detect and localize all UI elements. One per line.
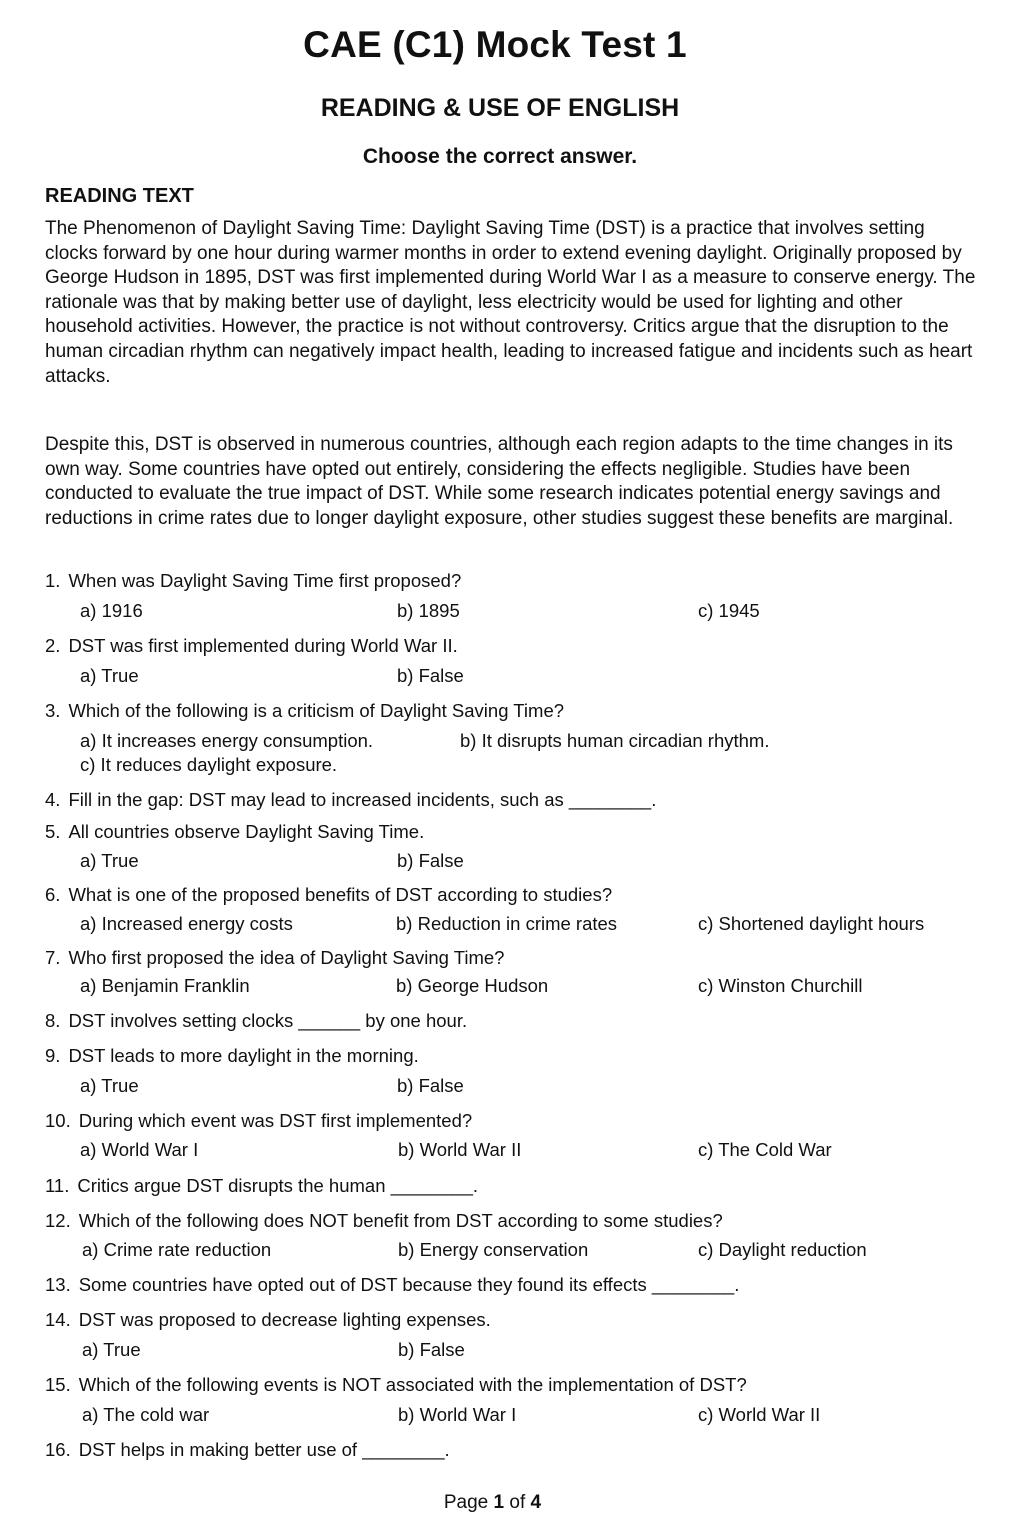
question-number: 10. bbox=[45, 1110, 71, 1131]
question-number: 13. bbox=[45, 1274, 71, 1295]
page-current: 1 bbox=[493, 1492, 505, 1513]
question bbox=[45, 1175, 1005, 1197]
question bbox=[45, 1309, 1005, 1331]
answer-option[interactable]: c) Winston Churchill bbox=[698, 975, 863, 996]
question-text: Critics argue DST disrupts the human ________. bbox=[77, 1175, 479, 1196]
answer-option[interactable]: a) True bbox=[82, 1339, 141, 1360]
answer-option[interactable]: b) World War I bbox=[398, 1404, 517, 1425]
question-number: 14. bbox=[45, 1309, 71, 1330]
answer-option[interactable]: a) 1916 bbox=[80, 600, 143, 621]
question bbox=[45, 1374, 1005, 1396]
question-text: When was Daylight Saving Time first proposed? bbox=[68, 570, 462, 591]
question bbox=[45, 1439, 1005, 1461]
reading-heading: READING TEXT bbox=[45, 185, 194, 207]
question-number: 12. bbox=[45, 1210, 71, 1231]
answer-options bbox=[80, 850, 1000, 876]
question-text: Which of the following events is NOT associated with the implementation of DST? bbox=[78, 1374, 747, 1395]
answer-option[interactable]: b) Reduction in crime rates bbox=[396, 913, 618, 934]
question bbox=[45, 700, 1005, 722]
question-text: DST involves setting clocks ______ by one hour. bbox=[68, 1010, 468, 1031]
answer-option[interactable]: c) Daylight reduction bbox=[698, 1239, 867, 1260]
answer-option[interactable]: c) It reduces daylight exposure. bbox=[80, 754, 338, 775]
answer-option[interactable]: a) It increases energy consumption. bbox=[80, 730, 374, 751]
question-text: Fill in the gap: DST may lead to increased incidents, such as ________. bbox=[68, 789, 657, 810]
answer-option[interactable]: a) True bbox=[80, 1075, 139, 1096]
question-text: DST helps in making better use of ________. bbox=[78, 1439, 450, 1460]
question bbox=[45, 1274, 1005, 1296]
answer-options bbox=[80, 600, 1000, 626]
answer-option[interactable]: c) 1945 bbox=[698, 600, 760, 621]
page-label: Page bbox=[443, 1492, 489, 1513]
answer-option[interactable]: a) The cold war bbox=[82, 1404, 210, 1425]
page-total: 4 bbox=[530, 1492, 542, 1513]
question bbox=[45, 947, 1005, 969]
answer-option[interactable]: a) True bbox=[80, 665, 139, 686]
answer-option[interactable]: a) Crime rate reduction bbox=[82, 1239, 272, 1260]
question-text: Which of the following is a criticism of Daylight Saving Time? bbox=[68, 700, 565, 721]
section-subtitle: READING & USE OF ENGLISH bbox=[320, 94, 680, 122]
reading-paragraph: Despite this, DST is observed in numerous countries, although each region adapts to the time changes in its own way. Some countries have opted out entirely, considering the effects negligible. Studies have been conducted to evaluate the true impact of DST. While some research indicates potential energy savings and reductions in crime rates due to longer daylight exposure, other studies suggest these benefits are marginal. bbox=[45, 434, 954, 529]
question-text: Which of the following does NOT benefit from DST according to some studies? bbox=[78, 1210, 723, 1231]
page-of: of bbox=[509, 1492, 526, 1513]
question-text: During which event was DST first implemented? bbox=[78, 1110, 473, 1131]
reading-paragraph: The Phenomenon of Daylight Saving Time: Daylight Saving Time (DST) is a practice that involves setting clocks forward by one hour during warmer months in order to extend evening daylight. Originally proposed by George Hudson in 1895, DST was first implemented during World War I as a measure to conserve energy. The rationale was that by making better use of daylight, less electricity would be used for lighting and other household activities. However, the practice is not without controversy. Critics argue that the disruption to the human circadian rhythm can negatively impact health, leading to increased fatigue and incidents such as heart attacks. bbox=[45, 218, 976, 387]
answer-option[interactable]: b) False bbox=[397, 850, 464, 871]
answer-option[interactable]: b) Energy conservation bbox=[398, 1239, 589, 1260]
answer-option[interactable]: c) The Cold War bbox=[698, 1139, 832, 1160]
question-text: DST was first implemented during World War II. bbox=[68, 635, 458, 656]
question-text: Some countries have opted out of DST because they found its effects ________. bbox=[78, 1274, 740, 1295]
instruction-text: Choose the correct answer. bbox=[362, 145, 638, 168]
question-number: 5. bbox=[45, 821, 61, 842]
answer-options bbox=[80, 913, 1000, 939]
answer-option[interactable]: b) 1895 bbox=[397, 600, 460, 621]
question-text: DST was proposed to decrease lighting expenses. bbox=[78, 1309, 491, 1330]
answer-options bbox=[80, 1404, 1000, 1430]
question-number: 1. bbox=[45, 570, 61, 591]
answer-options bbox=[80, 1339, 1000, 1365]
question bbox=[45, 884, 1005, 906]
question-number: 16. bbox=[45, 1439, 71, 1460]
answer-option[interactable]: a) World War I bbox=[80, 1139, 199, 1160]
question bbox=[45, 1045, 1005, 1067]
page-title: CAE (C1) Mock Test 1 bbox=[303, 24, 687, 65]
question bbox=[45, 789, 1005, 811]
question-number: 9. bbox=[45, 1045, 61, 1066]
question bbox=[45, 1210, 1005, 1232]
question-number: 4. bbox=[45, 789, 61, 810]
question-text: What is one of the proposed benefits of DST according to studies? bbox=[68, 884, 613, 905]
question bbox=[45, 570, 1005, 592]
answer-option[interactable]: a) True bbox=[80, 850, 139, 871]
answer-option[interactable]: b) False bbox=[398, 1339, 465, 1360]
answer-option[interactable]: c) Shortened daylight hours bbox=[698, 913, 925, 934]
question-number: 11. bbox=[45, 1175, 70, 1196]
question-text: All countries observe Daylight Saving Time. bbox=[68, 821, 425, 842]
question bbox=[45, 1110, 1005, 1132]
question bbox=[45, 1010, 1005, 1032]
answer-option[interactable]: b) It disrupts human circadian rhythm. bbox=[460, 730, 770, 751]
answer-option[interactable]: b) False bbox=[397, 665, 464, 686]
question-number: 2. bbox=[45, 635, 61, 656]
answer-option[interactable]: a) Benjamin Franklin bbox=[80, 975, 250, 996]
answer-options bbox=[80, 730, 1000, 756]
question-number: 3. bbox=[45, 700, 61, 721]
answer-options bbox=[80, 1239, 1000, 1265]
question-number: 6. bbox=[45, 884, 61, 905]
question-number: 8. bbox=[45, 1010, 61, 1031]
question-text: Who first proposed the idea of Daylight Saving Time? bbox=[68, 947, 505, 968]
question bbox=[45, 635, 1005, 657]
answer-options bbox=[80, 1139, 1000, 1165]
answer-option[interactable]: b) George Hudson bbox=[396, 975, 549, 996]
page-number bbox=[0, 1492, 985, 1514]
answer-options bbox=[80, 975, 1000, 1001]
answer-option[interactable]: b) World War II bbox=[398, 1139, 522, 1160]
answer-option[interactable]: a) Increased energy costs bbox=[80, 913, 293, 934]
answer-options bbox=[80, 754, 1000, 780]
question-number: 15. bbox=[45, 1374, 71, 1395]
answer-option[interactable]: b) False bbox=[397, 1075, 464, 1096]
answer-options bbox=[80, 665, 1000, 691]
question bbox=[45, 821, 1005, 843]
answer-options bbox=[80, 1075, 1000, 1101]
question-text: DST leads to more daylight in the morning. bbox=[68, 1045, 419, 1066]
answer-option[interactable]: c) World War II bbox=[698, 1404, 821, 1425]
question-number: 7. bbox=[45, 947, 61, 968]
